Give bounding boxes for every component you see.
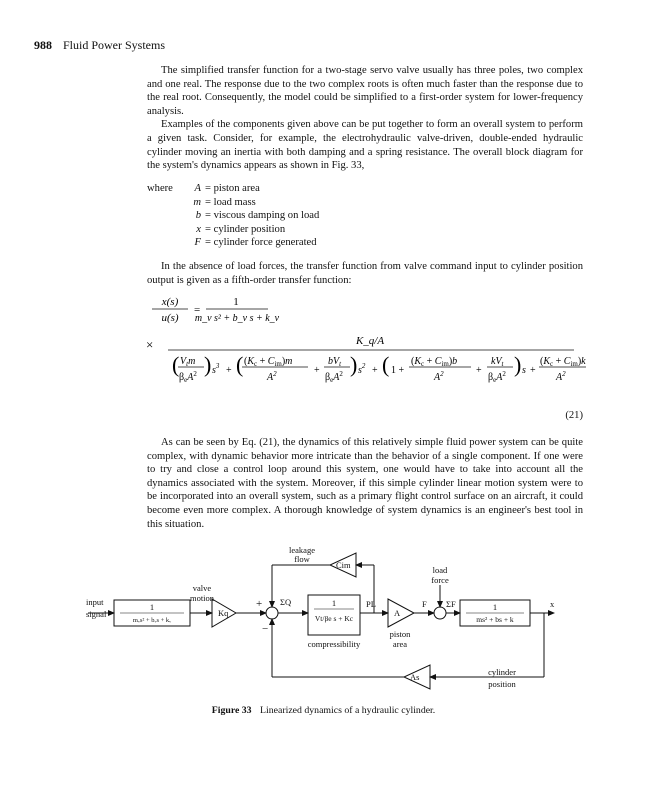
pl-label: PL — [366, 599, 376, 609]
paragraph-1: The simplified transfer function for a two-stage servo valve usually has three poles, two complex and one real. The response due to the two complex roots is often much faster than the response due to the real root. Consequently, the model could be simplified to a first-order system for lower-frequency analysis. — [147, 65, 583, 117]
svg-text:s2: $s^2$ — [358, 362, 366, 376]
svg-text:+: + — [476, 365, 482, 376]
def-symbol: F — [194, 237, 201, 249]
def-symbol: m — [193, 196, 201, 208]
area-label: area — [392, 639, 408, 649]
def-desc: = cylinder position — [205, 223, 286, 235]
valve-tf-denominator: mᵥs² + bᵥs + kᵥ — [132, 617, 172, 624]
svg-text:βeA2: $\beta_eA^2$ — [179, 370, 197, 384]
compressibility-label: compressibility — [307, 639, 361, 649]
mass-tf-numerator: 1 — [492, 602, 498, 612]
page-header — [34, 38, 165, 53]
motion-label: motion — [189, 593, 215, 603]
def-desc: = viscous damping on load — [205, 210, 320, 222]
def-symbol: A — [194, 183, 201, 194]
mass-tf-denominator: ms² + bs + k — [476, 615, 514, 624]
paragraph-3: In the absence of load forces, the transfer function from valve command input to cylinder position output is given as a fifth-order transfer function: — [147, 261, 583, 286]
valve-label: valve — [192, 583, 212, 593]
valve-tf-numerator: 1 — [149, 602, 155, 612]
input-label: input — [86, 597, 104, 607]
def-desc: = cylinder force generated — [205, 237, 317, 249]
svg-text:s: s — [522, 365, 526, 376]
transfer-function-intro — [147, 260, 583, 287]
plus-sign: + — [256, 598, 263, 610]
comp-tf-denominator: Vt/βe s + Kc — [314, 614, 354, 623]
area-gain-triangle — [388, 599, 414, 627]
svg-text:A2: $A^2$ — [556, 370, 566, 383]
svg-text:(Kc + Cim)b: $(K_c + C_{im})b$ — [411, 356, 458, 368]
minus-sign: − — [262, 623, 269, 635]
sum-q-label: ΣQ — [280, 597, 292, 607]
definition-row — [147, 223, 319, 237]
svg-text:A2: $A^2$ — [267, 370, 277, 383]
svg-text:): ) — [350, 352, 358, 377]
figure-caption — [0, 705, 647, 716]
definition-row — [147, 209, 319, 223]
discussion — [147, 436, 583, 531]
load-label: load — [432, 565, 448, 575]
leakage-label: leakage — [289, 545, 315, 555]
running-title: Fluid Power Systems — [63, 38, 166, 52]
piston-label: piston — [389, 629, 411, 639]
position-label: position — [488, 679, 516, 689]
svg-text:βeA2: $\beta_eA^2$ — [488, 370, 506, 384]
x-label: x — [550, 599, 555, 609]
paragraph-4: As can be seen by Eq. (21), the dynamics of this relatively simple fluid power system can be quite complex, with dynamic behavior more intricate than the behavior of a single component. If one were to try and close a control loop around this system, one would have to take into account all the dynamics associated with the system. Moreover, if this simple cylinder linear motion system were to be incorporated into an overall system, such as a primary flight control surface on an aircraft, it could become even more complex. A thorough knowledge of system dynamics is an engineer's best tool in this situation. — [147, 437, 583, 530]
definition-row — [147, 196, 319, 210]
equation-number: (21) — [565, 410, 583, 421]
svg-text:+: + — [226, 365, 232, 376]
svg-text:(Kc + Cim)k: $(K_c + C_{im})k$ — [540, 356, 586, 368]
eq-equals: = — [194, 304, 201, 316]
equation-21 — [140, 294, 590, 404]
svg-text:+: + — [314, 365, 320, 376]
intro-paragraphs — [147, 64, 583, 173]
eq-lhs-numerator: x(s) — [161, 296, 179, 308]
block-diagram — [84, 545, 564, 695]
cim-label: Cim — [336, 560, 351, 570]
eq-times: × — [146, 337, 154, 352]
svg-text:1 +: 1 + — [391, 365, 405, 376]
svg-text:βeA2: $\beta_eA^2$ — [325, 370, 343, 384]
force-label: force — [431, 575, 449, 585]
svg-text:(: ( — [236, 352, 244, 377]
a-label: A — [394, 608, 401, 618]
svg-text:Vtm: $V_tm$ — [180, 356, 196, 368]
figure-label: Figure 33 — [211, 705, 252, 716]
svg-text:): ) — [204, 352, 212, 377]
def-desc: = load mass — [205, 196, 256, 208]
svg-text:+: + — [372, 365, 378, 376]
definition-row — [147, 236, 319, 250]
kq-label: Kq — [218, 608, 229, 618]
page-number: 988 — [34, 38, 52, 52]
where-label: where — [147, 183, 173, 194]
svg-text:(Kc + Cim)m: $(K_c + C_{im})m$ — [244, 356, 293, 368]
cylinder-label: cylinder — [488, 667, 516, 677]
svg-text:): ) — [514, 352, 522, 377]
eq-rhs1-numerator: 1 — [233, 296, 239, 308]
paragraph-2: Examples of the components given above can be put together to form an overall system to perform a given task. Consider, for example, the electrohydraulic valve-driven, double-ended hydraulic cylinder moving an inertia with both damping and a spring resistance. The overall block diagram for the system's dynamics appears as shown in Fig. 33, — [147, 119, 583, 172]
comp-tf-numerator: 1 — [331, 598, 337, 608]
signal-label: signal — [86, 609, 107, 619]
eq-rhs2-denominator — [172, 352, 586, 384]
eq-rhs1-denominator: m_v s² + b_v s + k_v — [194, 313, 280, 324]
svg-text:s3: $s^3$ — [212, 362, 220, 376]
def-desc: = piston area — [205, 183, 260, 194]
def-symbol: x — [196, 223, 201, 235]
eq-lhs-denominator: u(s) — [161, 312, 179, 324]
svg-text:kVt: $kV_t$ — [491, 356, 504, 368]
def-symbol: b — [195, 210, 201, 222]
svg-text:A2: $A^2$ — [434, 370, 444, 383]
flow-label: flow — [294, 554, 310, 564]
svg-text:bVt: $bV_t$ — [328, 356, 342, 368]
force-summing-junction — [434, 607, 446, 619]
symbol-definitions — [147, 182, 319, 250]
as-label: As — [410, 672, 420, 682]
eq-rhs2-numerator: K_q/A — [355, 335, 385, 347]
svg-text:(: ( — [172, 352, 180, 377]
sum-f-label: ΣF — [446, 599, 456, 609]
f-label: F — [422, 599, 427, 609]
flow-summing-junction — [266, 607, 278, 619]
svg-text:+: + — [530, 365, 536, 376]
svg-text:(: ( — [382, 352, 390, 377]
figure-caption-text: Linearized dynamics of a hydraulic cylinder. — [260, 705, 436, 716]
definition-row — [147, 182, 319, 196]
